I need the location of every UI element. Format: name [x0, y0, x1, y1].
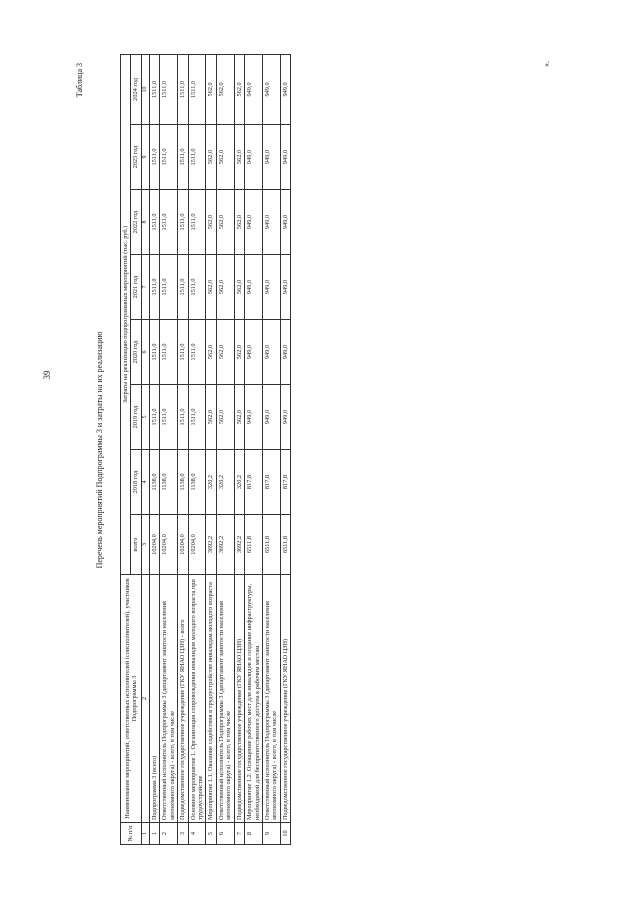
header-year: 2019 год	[131, 385, 141, 450]
row-year-value: 320,2	[206, 450, 216, 515]
page-number: 39	[42, 370, 52, 380]
row-total-value: 6511,8	[280, 515, 290, 575]
row-year-value: 1511,0	[178, 125, 188, 190]
row-number: 5	[206, 823, 216, 845]
column-number: 7	[141, 255, 149, 320]
row-year-value: 1511,0	[160, 54, 178, 124]
row-total-value: 10204,0	[160, 515, 178, 575]
row-year-value: 949,0	[262, 125, 280, 190]
row-total-value: 3692,2	[216, 515, 234, 575]
row-name: Ответственный исполнитель Подпрограммы 3 (департамент занятости населения автономного округа) - всего, в том числе	[216, 575, 234, 823]
row-year-value: 562,0	[206, 190, 216, 255]
row-year-value: 1511,0	[160, 385, 178, 450]
column-number: 6	[141, 320, 149, 385]
row-year-value: 1138,0	[178, 450, 188, 515]
row-total-value: 10204,0	[149, 515, 159, 575]
column-number: 8	[141, 190, 149, 255]
row-year-value: 562,0	[234, 54, 244, 124]
column-number: 4	[141, 450, 149, 515]
table-row	[280, 54, 290, 844]
row-year-value: 1511,0	[149, 320, 159, 385]
row-name: Ответственный исполнитель Подпрограммы 3 (департамент занятости населения автономного округа) - всего, в том числе	[262, 575, 280, 823]
row-year-value: 562,0	[206, 54, 216, 124]
row-year-value: 1138,0	[188, 450, 206, 515]
table-row	[178, 54, 188, 844]
row-total-value: 6511,8	[262, 515, 280, 575]
row-year-value: 562,0	[234, 320, 244, 385]
header-year: 2021 год	[131, 255, 141, 320]
row-year-value: 562,0	[206, 125, 216, 190]
row-name: Ответственный исполнитель Подпрограммы 3 (департамент занятости населения автономного округа) - всего, в том числе	[160, 575, 178, 823]
table-row	[262, 54, 280, 844]
table-row	[216, 54, 234, 844]
row-year-value: 817,8	[262, 450, 280, 515]
row-year-value: 562,0	[234, 190, 244, 255]
closing-quote-mark: ».	[542, 61, 551, 67]
row-year-value: 949,0	[280, 385, 290, 450]
row-year-value: 1511,0	[178, 320, 188, 385]
row-year-value: 949,0	[245, 54, 263, 124]
header-name: Наименование мероприятий, ответственных исполнителей (соисполнителей), участников Подпрограммы 3	[121, 575, 142, 823]
row-total-value: 6511,8	[245, 515, 263, 575]
row-year-value: 562,0	[216, 320, 234, 385]
column-number: 2	[141, 575, 149, 823]
header-year: 2022 год	[131, 190, 141, 255]
row-year-value: 1511,0	[160, 320, 178, 385]
table-row	[160, 54, 178, 844]
column-number: 1	[141, 823, 149, 845]
row-year-value: 562,0	[206, 255, 216, 320]
row-number: 9	[262, 823, 280, 845]
table-label: Таблица 3	[75, 63, 84, 98]
header-year: 2020 год	[131, 320, 141, 385]
row-total-value: 3692,2	[234, 515, 244, 575]
row-year-value: 562,0	[234, 385, 244, 450]
row-year-value: 1511,0	[160, 190, 178, 255]
row-name: Подпрограмма 3 (всего)	[149, 575, 159, 823]
rotated-page-content	[75, 55, 575, 845]
row-year-value: 949,0	[262, 190, 280, 255]
row-year-value: 1511,0	[160, 125, 178, 190]
column-number: 10	[141, 54, 149, 124]
column-number: 5	[141, 385, 149, 450]
row-year-value: 949,0	[280, 320, 290, 385]
row-name: Мероприятие 1.1. Оказание содействия в трудоустройстве инвалидам молодого возраста	[206, 575, 216, 823]
row-number: 7	[234, 823, 244, 845]
row-name: Мероприятие 1.2. Оснащение рабочих мест для инвалидов и создание инфраструктуры, необходимой для беспрепятственного доступа к рабочим местам	[245, 575, 263, 823]
row-year-value: 1511,0	[178, 385, 188, 450]
row-number: 4	[188, 823, 206, 845]
header-costs: Затраты на реализацию подпрограммных мероприятий (тыс. руб.)	[121, 54, 131, 574]
row-year-value: 1511,0	[188, 255, 206, 320]
row-year-value: 562,0	[216, 190, 234, 255]
row-year-value: 1511,0	[178, 190, 188, 255]
row-year-value: 949,0	[280, 54, 290, 124]
table-row	[234, 54, 244, 844]
row-total-value: 3692,2	[206, 515, 216, 575]
table-row	[188, 54, 206, 844]
row-year-value: 949,0	[245, 385, 263, 450]
row-year-value: 562,0	[216, 54, 234, 124]
row-number: 3	[178, 823, 188, 845]
row-year-value: 1511,0	[188, 320, 206, 385]
header-year: 2024 год	[131, 54, 141, 124]
row-year-value: 562,0	[206, 320, 216, 385]
table-body	[141, 54, 290, 844]
row-number: 10	[280, 823, 290, 845]
row-name: Подведомственное государственное учреждение (ГКУ ЯНАО ЦЗН) - всего	[178, 575, 188, 823]
row-year-value: 1511,0	[188, 385, 206, 450]
row-year-value: 949,0	[245, 190, 263, 255]
row-year-value: 562,0	[216, 125, 234, 190]
row-year-value: 1511,0	[160, 255, 178, 320]
row-year-value: 1511,0	[178, 255, 188, 320]
header-year: 2023 год	[131, 125, 141, 190]
row-year-value: 949,0	[262, 385, 280, 450]
row-year-value: 949,0	[245, 125, 263, 190]
row-name: Основное мероприятие 1. Организация сопровождения инвалидов молодого возраста при трудоустройстве	[188, 575, 206, 823]
row-number: 8	[245, 823, 263, 845]
row-year-value: 562,0	[234, 125, 244, 190]
row-year-value: 1511,0	[149, 385, 159, 450]
table-row	[206, 54, 216, 844]
row-year-value: 562,0	[216, 255, 234, 320]
row-total-value: 10204,0	[188, 515, 206, 575]
row-year-value: 949,0	[280, 255, 290, 320]
row-year-value: 320,2	[216, 450, 234, 515]
header-year: 2018 год	[131, 450, 141, 515]
column-number: 9	[141, 125, 149, 190]
row-year-value: 949,0	[280, 125, 290, 190]
row-year-value: 562,0	[234, 255, 244, 320]
row-total-value: 10204,0	[178, 515, 188, 575]
row-number: 1	[149, 823, 159, 845]
row-year-value: 949,0	[262, 320, 280, 385]
row-year-value: 949,0	[245, 255, 263, 320]
table-row	[245, 54, 263, 844]
row-year-value: 1511,0	[149, 125, 159, 190]
row-year-value: 562,0	[206, 385, 216, 450]
row-year-value: 949,0	[262, 54, 280, 124]
row-year-value: 817,8	[245, 450, 263, 515]
row-year-value: 949,0	[262, 255, 280, 320]
document-title: Перечень мероприятий Подпрограммы 3 и затраты на их реализацию	[95, 331, 104, 569]
row-year-value: 1511,0	[178, 54, 188, 124]
header-row-top	[121, 54, 131, 844]
row-year-value: 562,0	[216, 385, 234, 450]
row-year-value: 320,2	[234, 450, 244, 515]
row-year-value: 1138,0	[149, 450, 159, 515]
row-year-value: 1511,0	[149, 190, 159, 255]
header-num: № п/п	[121, 823, 142, 845]
header-total: всего	[131, 515, 141, 575]
row-year-value: 1511,0	[188, 125, 206, 190]
costs-table	[120, 54, 291, 845]
row-year-value: 1138,0	[160, 450, 178, 515]
row-year-value: 1511,0	[149, 54, 159, 124]
row-year-value: 1511,0	[188, 54, 206, 124]
row-year-value: 1511,0	[149, 255, 159, 320]
row-year-value: 949,0	[280, 190, 290, 255]
row-number: 6	[216, 823, 234, 845]
row-year-value: 1511,0	[188, 190, 206, 255]
column-number: 3	[141, 515, 149, 575]
row-name: Подведомственное государственное учреждение (ГКУ ЯНАО ЦЗН)	[234, 575, 244, 823]
table-row	[149, 54, 159, 844]
row-year-value: 817,8	[280, 450, 290, 515]
row-name: Подведомственное государственное учреждение (ГКУ ЯНАО ЦЗН)	[280, 575, 290, 823]
row-number: 2	[160, 823, 178, 845]
row-year-value: 949,0	[245, 320, 263, 385]
column-numbers-row	[141, 54, 149, 844]
